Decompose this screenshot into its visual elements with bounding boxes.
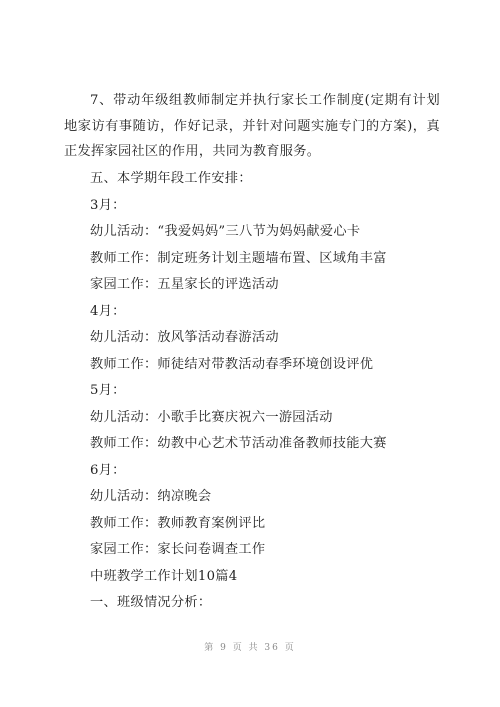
section-heading-semester-schedule: 五、本学期年段工作安排： — [90, 171, 252, 186]
list-item: 幼儿活动：放风筝活动春游活动 — [90, 330, 279, 345]
list-item: 教师工作：师徒结对带教活动春季环境创设评优 — [90, 356, 374, 372]
paragraph-parent-work-system: 7、带动年级组教师制定并执行家长工作制度(定期有计划地家访有事随访，作好记录，并针对问题实施专门的方案)，真正发挥家园社区的作用，共同为教育服务。 — [64, 93, 440, 159]
next-document-title: 中班教学工作计划10篇4 — [90, 568, 238, 584]
list-item: 幼儿活动：小歌手比赛庆祝六一游园活动 — [90, 409, 333, 425]
list-item: 幼儿活动：纳凉晚会 — [90, 489, 212, 504]
month-label-april: 4月： — [90, 303, 126, 319]
list-item: 教师工作：教师教育案例评比 — [90, 515, 266, 531]
month-label-may: 5月： — [90, 383, 126, 398]
month-label-march: 3月： — [90, 197, 126, 213]
list-item: 教师工作：幼教中心艺术节活动准备教师技能大赛 — [90, 436, 387, 451]
list-item: 幼儿活动：“我爱妈妈”三八节为妈妈献爱心卡 — [90, 224, 361, 239]
list-item: 家园工作：家长问卷调查工作 — [90, 542, 266, 557]
document-body — [64, 88, 440, 615]
list-item: 教师工作：制定班务计划主题墙布置、区域角丰富 — [90, 250, 387, 266]
list-item: 家园工作：五星家长的评选活动 — [90, 277, 279, 292]
month-label-june: 6月： — [90, 462, 126, 478]
section-heading-class-analysis: 一、班级情况分析： — [90, 595, 212, 610]
page-number-footer: 第 9 页 共 36 页 — [204, 643, 296, 653]
